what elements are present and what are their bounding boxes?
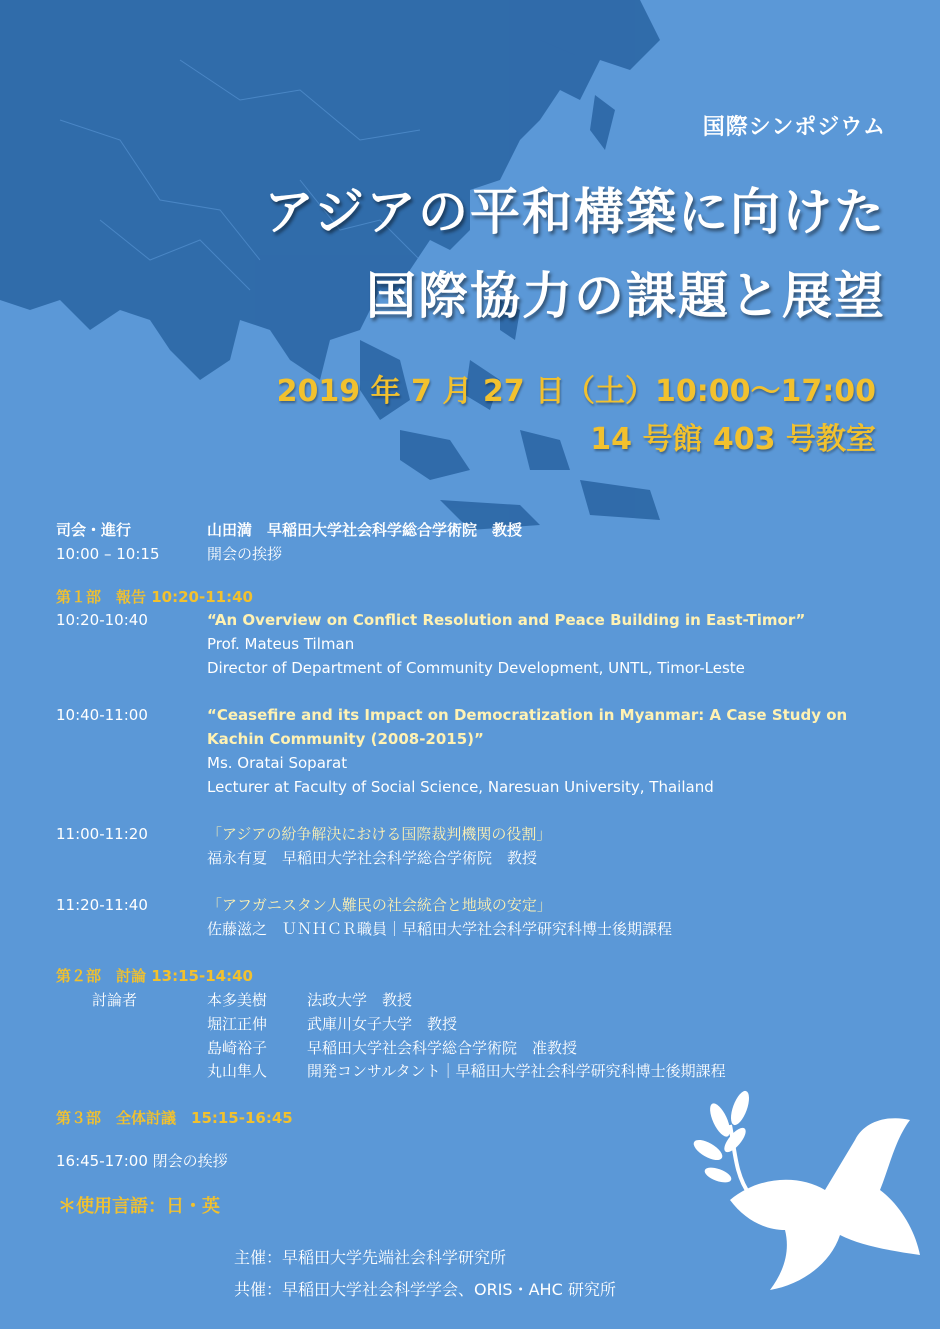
opening-time: 10:00 – 10:15 — [56, 545, 160, 563]
talk-title: 「アジアの紛争解決における国際裁判機関の役割」 — [207, 825, 552, 843]
talk-speaker: Ms. Oratai Soparat — [207, 754, 348, 772]
panelist-name: 丸山隼人 — [207, 1062, 268, 1080]
peace-dove-icon — [690, 1080, 930, 1320]
talk-speaker: Prof. Mateus Tilman — [207, 635, 355, 653]
talk-affiliation: Director of Department of Community Development, UNTL, Timor-Leste — [207, 659, 745, 677]
language-note: ＊使用言語：日・英 — [58, 1196, 220, 1217]
event-venue: 14 号館 403 号教室 — [590, 422, 876, 457]
mc-label: 司会・進行 — [56, 521, 132, 539]
event-title-line1: アジアの平和構築に向けた — [264, 183, 886, 241]
part2-heading: 第２部 討論 13:15-14:40 — [56, 967, 253, 985]
talk-time: 11:20-11:40 — [56, 896, 148, 914]
closing-row: 16:45-17:00 閉会の挨拶 — [56, 1152, 228, 1170]
discussant-label: 討論者 — [92, 991, 138, 1009]
talk-title: “Ceasefire and its Impact on Democratization in Myanmar: A Case Study on Kachin Community (2008-2015)” — [207, 706, 848, 748]
mc-name: 山田満 早稲田大学社会科学総合学術院 教授 — [207, 521, 523, 539]
talk-speaker: 福永有夏 早稲田大学社会科学総合学術院 教授 — [207, 849, 538, 867]
panelist-affiliation: 法政大学 教授 — [307, 991, 413, 1009]
talk-speaker: 佐藤滋之 ＵＮＨＣＲ職員｜早稲田大学社会科学研究科博士後期課程 — [207, 920, 673, 938]
organizer: 主催：早稲田大学先端社会科学研究所 — [234, 1248, 507, 1267]
panelist-name: 堀江正伸 — [207, 1015, 268, 1033]
panelist-affiliation: 早稲田大学社会科学総合学術院 准教授 — [307, 1039, 578, 1057]
event-kicker: 国際シンポジウム — [702, 115, 886, 140]
panelist-affiliation: 開発コンサルタント｜早稲田大学社会科学研究科博士後期課程 — [307, 1062, 726, 1080]
talk-title: “An Overview on Conflict Resolution and Peace Building in East-Timor” — [207, 611, 806, 629]
talk-time: 10:20-10:40 — [56, 611, 148, 629]
part1-heading: 第１部 報告 10:20-11:40 — [56, 588, 253, 606]
event-title-line2: 国際協力の課題と展望 — [366, 267, 886, 325]
panelist-affiliation: 武庫川女子大学 教授 — [307, 1015, 458, 1033]
talk-affiliation: Lecturer at Faculty of Social Science, Naresuan University, Thailand — [207, 778, 714, 796]
event-date-time: 2019 年 7 月 27 日（土）10:00～17:00 — [276, 374, 876, 409]
opening-title: 開会の挨拶 — [207, 545, 283, 563]
panelist-name: 本多美樹 — [207, 991, 268, 1009]
panelist-name: 島崎裕子 — [207, 1039, 268, 1057]
part3-heading: 第３部 全体討議 15:15-16:45 — [56, 1109, 293, 1127]
talk-title: 「アフガニスタン人難民の社会統合と地域の安定」 — [207, 896, 552, 914]
talk-time: 10:40-11:00 — [56, 706, 148, 724]
co-organizer: 共催：早稲田大学社会科学学会、ORIS・AHC 研究所 — [234, 1280, 616, 1299]
talk-time: 11:00-11:20 — [56, 825, 148, 843]
